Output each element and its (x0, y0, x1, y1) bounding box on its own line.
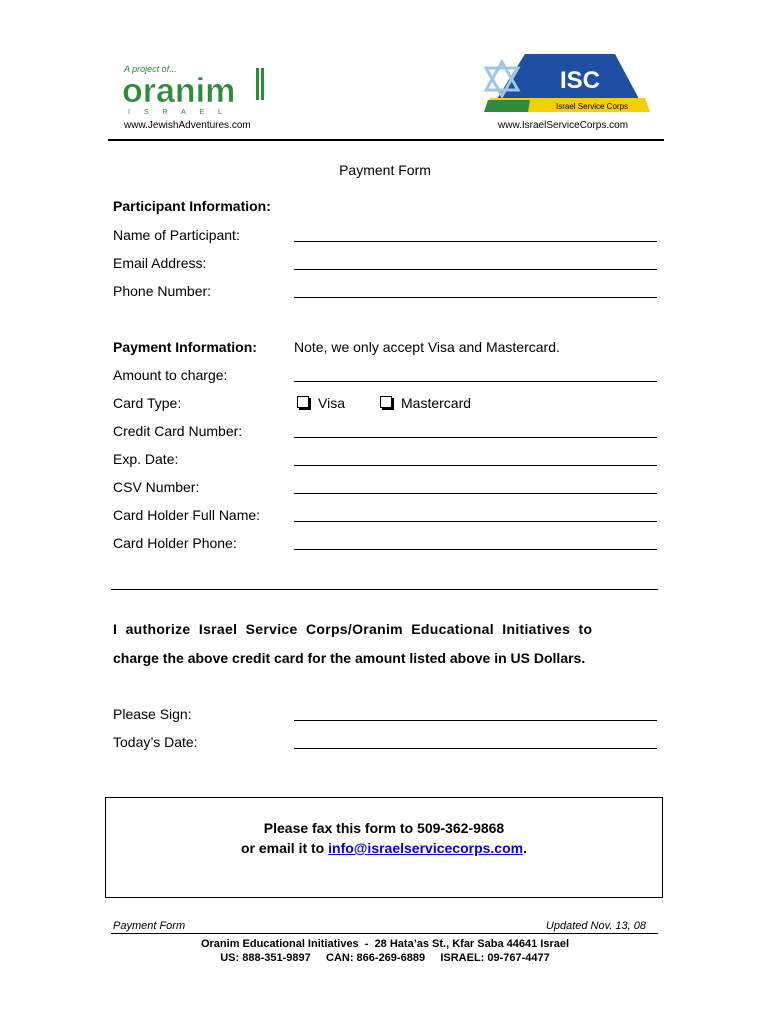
sign-label: Please Sign: (113, 706, 192, 722)
exp-date-label: Exp. Date: (113, 451, 179, 467)
participant-heading: Participant Information: (113, 198, 271, 214)
phone-label: Phone Number: (113, 283, 212, 299)
oranim-sub: I S R A E L (128, 109, 228, 116)
email-link[interactable]: info@israelservicecorps.com (328, 840, 524, 856)
participant-name-label: Name of Participant: (113, 227, 240, 243)
visa-checkbox[interactable] (297, 396, 309, 408)
visa-label: Visa (318, 395, 345, 411)
oranim-logo (108, 58, 268, 136)
footer-rule (111, 933, 658, 934)
isc-url: www.IsraelServiceCorps.com (498, 120, 629, 131)
card-type-label: Card Type: (113, 395, 182, 411)
isc-logo (470, 52, 665, 136)
footer-address: Oranim Educational Initiatives - 28 Hata’as St., Kfar Saba 44641 Israel (200, 938, 570, 950)
date-field[interactable] (294, 748, 657, 749)
fax-line: Please fax this form to 509-362-9868 (263, 820, 505, 836)
authorization-line-2: charge the above credit card for the amount listed above in US Dollars. (113, 650, 586, 666)
header-rule (108, 139, 664, 141)
amount-field[interactable] (294, 381, 657, 382)
isc-logo-icon (470, 52, 665, 116)
email-label: Email Address: (113, 255, 207, 271)
date-label: Today’s Date: (113, 734, 198, 750)
amount-label: Amount to charge: (113, 367, 228, 383)
holder-phone-label: Card Holder Phone: (113, 535, 237, 551)
email-prefix: or email it to (241, 840, 329, 856)
signature-field[interactable] (294, 720, 657, 721)
oranim-logo-icon (108, 58, 268, 120)
footer-phones: US: 888-351-9897 CAN: 866-269-6889 ISRAEL: 09-767-4477 (220, 952, 550, 964)
email-line (106, 840, 662, 856)
payment-note: Note, we only accept Visa and Mastercard. (294, 339, 560, 355)
phone-field[interactable] (294, 297, 657, 298)
csv-label: CSV Number: (113, 479, 200, 495)
card-number-label: Credit Card Number: (113, 423, 243, 439)
mastercard-checkbox[interactable] (380, 396, 392, 408)
form-title: Payment Form (339, 162, 431, 178)
footer-left: Payment Form (113, 920, 186, 932)
csv-field[interactable] (294, 493, 657, 494)
holder-name-field[interactable] (294, 521, 657, 522)
mastercard-option[interactable] (380, 395, 471, 411)
payment-heading: Payment Information: (113, 339, 257, 355)
participant-name-field[interactable] (294, 241, 657, 242)
holder-phone-field[interactable] (294, 549, 657, 550)
visa-option[interactable] (297, 395, 345, 411)
oranim-wordmark: oranim (122, 72, 236, 110)
authorization-line-1: I authorize Israel Service Corps/Oranim Educational Initiatives to (113, 621, 593, 637)
isc-abbr: ISC (560, 67, 601, 94)
holder-name-label: Card Holder Full Name: (113, 507, 261, 523)
exp-date-field[interactable] (294, 465, 657, 466)
oranim-url: www.JewishAdventures.com (124, 120, 251, 131)
mastercard-label: Mastercard (401, 395, 472, 411)
email-field[interactable] (294, 269, 657, 270)
isc-name: Israel Service Corps (556, 102, 629, 111)
footer-right: Updated Nov. 13, 08 (545, 920, 646, 932)
section-divider (111, 589, 658, 590)
email-suffix: . (523, 840, 527, 856)
card-number-field[interactable] (294, 437, 657, 438)
oranim-tagline: A project of... (124, 64, 177, 74)
fax-instructions-box (105, 797, 663, 898)
